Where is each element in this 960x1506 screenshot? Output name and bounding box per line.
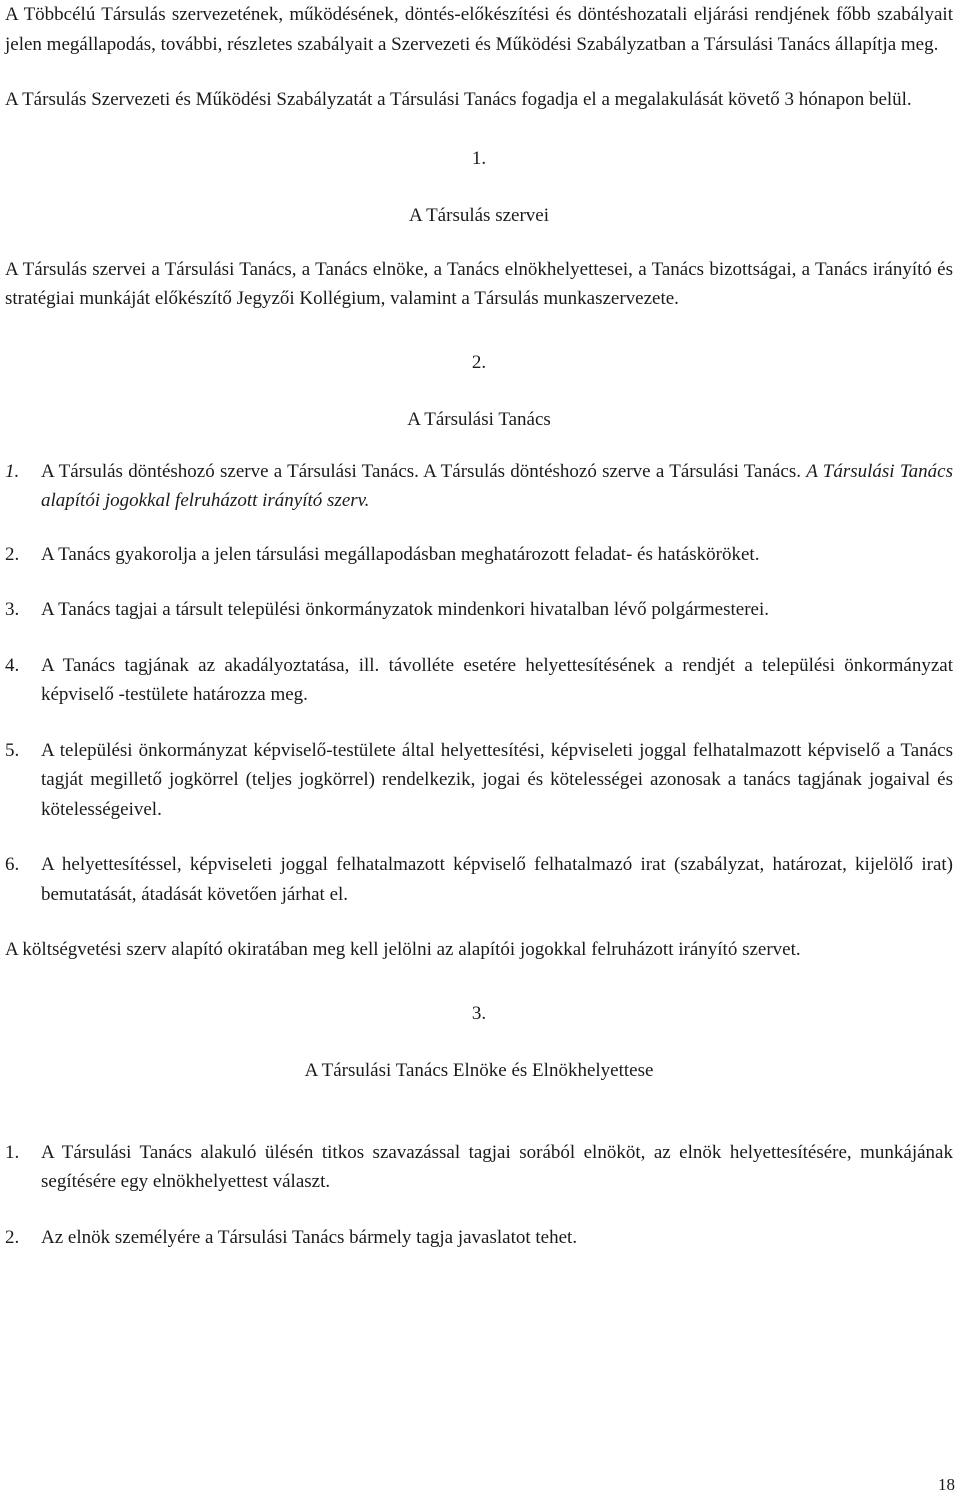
section-2-item-2	[5, 540, 953, 570]
section-3-title: A Társulási Tanács Elnöke és Elnökhelyettese	[304, 1060, 654, 1081]
page-number: 18	[938, 1475, 955, 1494]
item-text: A Tanács tagjának az akadályoztatása, ill. távolléte esetére helyettesítésének a rendjét a települési önkormányzat képviselő -testülete határozza meg.	[41, 654, 953, 705]
document-page	[5, 0, 953, 1252]
section-2-item-3	[5, 595, 953, 625]
item-number: 1.	[5, 460, 20, 482]
item-number: 1.	[5, 1141, 20, 1163]
section-2-item-1	[5, 457, 953, 516]
intro-paragraph-2: A Társulás Szervezeti és Működési Szabályzatát a Társulási Tanács fogadja el a megalakulását követő 3 hónapon belül.	[5, 89, 912, 110]
item-number: 4.	[5, 654, 20, 676]
section-3-item-2	[5, 1223, 953, 1253]
item-italic-text: A Társulási Tanács alapítói jogokkal felruházott irányító szerv.	[41, 460, 953, 511]
section-3-number: 3.	[471, 1002, 487, 1024]
section-1-number: 1.	[471, 147, 487, 169]
item-number: 5.	[5, 739, 20, 761]
item-number: 2.	[5, 543, 20, 565]
item-text: A Társulás döntéshozó szerve a Társulási Tanács. A Társulás döntéshozó szerve a Társulási Tanács.	[41, 460, 801, 482]
section-2-closing: A költségvetési szerv alapító okiratában meg kell jelölni az alapítói jogokkal felruházott irányító szervet.	[5, 939, 801, 960]
item-text: A Tanács tagjai a társult települési önkormányzatok mindenkori hivatalban lévő polgármesterei.	[41, 599, 770, 620]
item-text: A Társulási Tanács alakuló ülésén titkos szavazással tagjai sorából elnököt, az elnök helyettesítésére, munkájának segítésére egy elnökhelyettest választ.	[41, 1141, 953, 1192]
item-text: A helyettesítéssel, képviseleti joggal felhatalmazott képviselő felhatalmazó irat (szabályzat, határozat, kijelölő irat) bemutatását, átadását követően járhat el.	[41, 854, 953, 905]
item-number: 6.	[5, 854, 20, 875]
section-2-item-4	[5, 651, 953, 710]
item-number: 2.	[5, 1226, 20, 1248]
section-3-item-1	[5, 1138, 953, 1197]
item-text: Az elnök személyére a Társulási Tanács bármely tagja javaslatot tehet.	[41, 1226, 578, 1248]
section-2-item-5	[5, 736, 953, 825]
item-text: A Tanács gyakorolja a jelen társulási megállapodásban meghatározott feladat- és hatásköröket.	[41, 543, 760, 565]
item-number: 3.	[5, 599, 20, 620]
item-text: A települési önkormányzat képviselő-testülete által helyettesítési, képviseleti joggal felhatalmazott képviselő a Tanács tagját megillető jogkörrel (teljes jogkörrel) rendelkezik, jogai és kötelességei azonosak a tanács tagjának jogaival és kötelességeivel.	[41, 739, 953, 820]
section-1-title: A Társulás szervei	[409, 205, 549, 226]
intro-paragraph-1: A Többcélú Társulás szervezetének, működésének, döntés-előkészítési és döntéshozatali eljárási rendjének főbb szabályait jelen megállapodás, további, részletes szabályait a Szervezeti és Működési Szabályzatban a Társulási Tanács állapítja meg.	[5, 4, 953, 55]
section-1-text: A Társulás szervei a Társulási Tanács, a Tanács elnöke, a Tanács elnökhelyettesei, a Tanács bizottságai, a Tanács irányító és stratégiai munkáját előkészítő Jegyzői Kollégium, valamint a Társulás munkaszervezete.	[5, 258, 953, 309]
section-2-number: 2.	[471, 351, 487, 373]
section-2-item-6	[5, 850, 953, 909]
section-2-title: A Társulási Tanács	[407, 409, 551, 430]
